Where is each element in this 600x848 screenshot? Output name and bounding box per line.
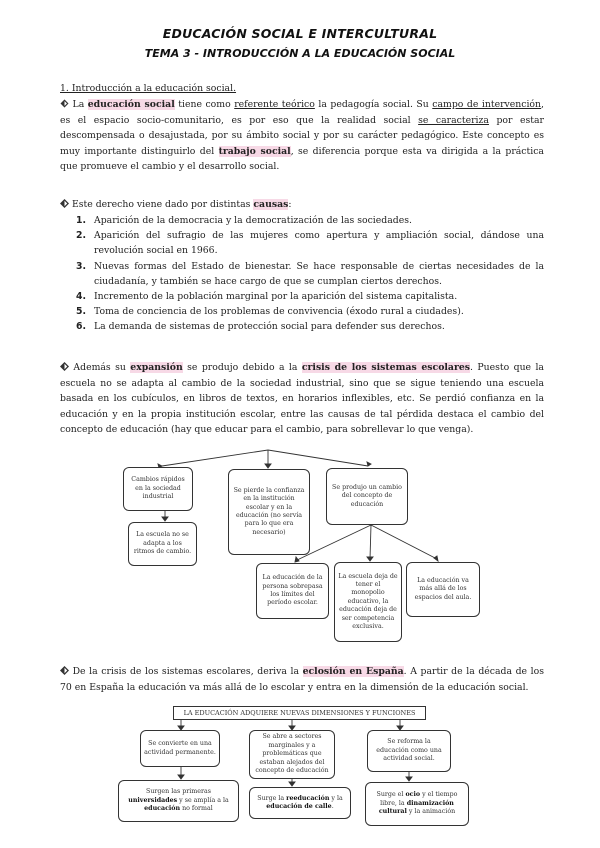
p1-text: por estar descompensada o desajustada, por su ámbito social y por su carácter pedagógico. Este concepto es muy importante distinguirlo del	[60, 114, 544, 157]
box-text: y el tiempo libre, la	[380, 791, 458, 807]
diagram-box-cambios-rapidos: Cambios rápidos en la sociedad industrial	[123, 467, 193, 511]
term-se-caracteriza: se caracteriza	[418, 114, 489, 126]
box-text: no formal	[180, 805, 213, 813]
diagram-box-sobrepasa-limites: La educación de la persona sobrepasa los límites del período escolar.	[256, 563, 329, 619]
list-number: 4.	[76, 291, 87, 303]
diagram2-box-actividad-social: Se reforma la educación como una actividad social.	[367, 730, 451, 772]
p1-text: La	[72, 99, 88, 110]
diagram-box-espacios-aula: La educación va más allá de los espacios del aula.	[406, 562, 480, 617]
term-eclosion-espana: eclosión en España	[302, 666, 404, 677]
p2-text: Este derecho viene dado por distintas	[71, 199, 254, 210]
box-text: Surgen las primeras	[146, 788, 211, 796]
p3-text: se produjo debido a la	[182, 362, 302, 373]
diagram2-box-reeducacion	[249, 787, 351, 819]
box-text-bold: ocio	[405, 791, 421, 799]
document-title: EDUCACIÓN SOCIAL E INTERCULTURAL	[162, 26, 438, 41]
p4-text: De la crisis de los sistemas escolares, deriva la	[72, 666, 303, 677]
box-text-bold: educación de calle	[266, 803, 332, 810]
term-trabajo-social: trabajo social	[218, 145, 291, 157]
list-text: Aparición de la democracia y la democratización de las sociedades.	[94, 215, 412, 226]
diagram2-box-ocio	[365, 782, 469, 826]
p3-text: Además su	[73, 362, 131, 373]
diagram-box-escuela-no-adapta: La escuela no se adapta a los ritmos de cambio.	[128, 522, 197, 566]
box-text: .	[331, 803, 334, 810]
list-number: 3.	[76, 260, 87, 272]
box-text: y se amplía a la	[177, 796, 229, 804]
box-text-bold: reeducación	[286, 794, 330, 802]
list-text: La demanda de sistemas de protección social para defender sus derechos.	[94, 321, 445, 333]
term-expansion: expansión	[130, 362, 183, 373]
list-text: Aparición del sufragio de las mujeres como apertura y ampliación social, dándose una revolución social en 1966.	[94, 230, 544, 257]
list-text: Toma de conciencia de los problemas de convivencia (éxodo rural a ciudades).	[94, 306, 464, 318]
box-text: Surge la	[257, 794, 287, 802]
term-campo-intervencion: campo de intervención	[432, 99, 542, 110]
p1-text: , es el espacio socio-comunitario, es por eso que la realidad social	[60, 99, 544, 126]
list-text: Incremento de la población marginal por la aparición del sistema capitalista.	[94, 291, 458, 303]
term-crisis-sistemas-escolares: crisis de los sistemas escolares	[301, 362, 470, 373]
box-text-bold: dinamización cultural	[378, 799, 454, 816]
list-number: 6.	[76, 321, 87, 333]
document-subtitle: TEMA 3 - INTRODUCCIÓN A LA EDUCACIÓN SOCIAL	[144, 47, 456, 60]
term-referente-teorico: referente teórico	[234, 99, 315, 110]
diagram2-box-permanente: Se convierte en una actividad permanente.	[140, 730, 220, 767]
section-heading: 1. Introducción a la educación social.	[60, 83, 237, 94]
box-text: y la	[329, 794, 343, 802]
term-educacion-social: educación social	[87, 99, 175, 110]
box-text-bold: educación	[144, 805, 181, 813]
diagram-box-monopolio: La escuela deja de tener el monopolio educativo, la educación deja de ser competencia exclusiva.	[334, 562, 402, 642]
diagram2-box-sectores-marginales: Se abre a sectores marginales y a problemáticas que estaban alejados del concepto de educación	[249, 730, 335, 779]
list-number: 2.	[76, 230, 87, 242]
box-text: y la animación	[406, 808, 456, 816]
diagram-box-perdida-confianza: Se pierde la confianza en la institución escolar y en la educación (no servía para lo que era necesario)	[228, 469, 310, 555]
list-number: 1.	[76, 215, 87, 226]
p4-text: . A partir de la década de los 70 en España la educación va más allá de lo escolar y entra en la dimensión de la educación social.	[60, 666, 544, 693]
diagram2-header: LA EDUCACIÓN ADQUIERE NUEVAS DIMENSIONES Y FUNCIONES	[173, 706, 426, 720]
p3-text: . Puesto que la escuela no se adapta al cambio de la sociedad industrial, sino que se sigue teniendo una escuela basada en los cubículos, en libros de textos, en horarios inflexibles, etc. Se perdió confianza en la educación y en la propia institución escolar, entre las causas de tal pérdida destaca el cambio del concepto de educación (hay que educar para el cambio, para sobrellevar lo que venga).	[60, 362, 544, 436]
list-number: 5.	[76, 306, 87, 318]
box-text-bold: universidades	[128, 796, 178, 804]
p1-text: , se diferencia porque esta va dirigida a la práctica que promueve el cambio y el desarrollo social.	[60, 145, 544, 173]
p1-text: tiene como	[174, 99, 235, 110]
p1-text: la pedagogía social. Su	[314, 99, 433, 110]
p2-text: :	[288, 199, 292, 210]
list-text: Nuevas formas del Estado de bienestar. Se hace responsable de ciertas necesidades de la ciudadanía, y también se hace cargo de que se cumplan ciertos derechos.	[94, 260, 544, 287]
diagram2-box-universidades	[118, 780, 239, 822]
box-text: Surge el	[376, 791, 406, 799]
term-causas: causas	[253, 199, 289, 210]
diagram-box-cambio-concepto: Se produjo un cambio del concepto de educación	[326, 468, 408, 525]
